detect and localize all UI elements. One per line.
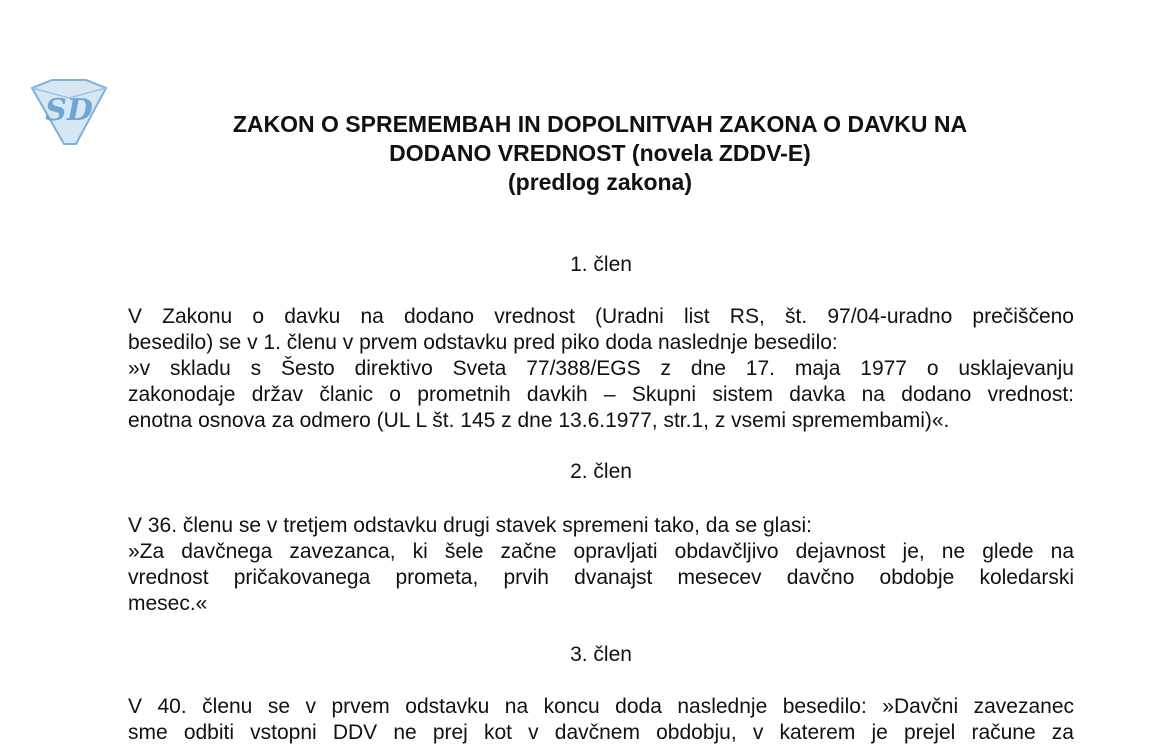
body-line: vrednost pričakovanega prometa, prvih dvanajst mesecev davčno obdobje koledarski <box>128 566 1074 589</box>
article-heading-1: 1. člen <box>570 253 632 276</box>
article-body-2 <box>128 513 1074 617</box>
article-heading-2: 2. člen <box>570 460 632 483</box>
body-line: V 40. členu se v prvem odstavku na koncu doda naslednje besedilo: »Davčni zavezanec <box>128 695 1074 718</box>
body-line: V 36. členu se v tretjem odstavku drugi stavek spremeni tako, da se glasi: <box>128 514 813 537</box>
body-line: enotna osnova za odmero (UL L št. 145 z dne 13.6.1977, str.1, z vsemi spremembami)«. <box>128 409 950 432</box>
title-line: (predlog zakona) <box>507 169 692 195</box>
body-line: sme odbiti vstopni DDV ne prej kot v davčnem obdobju, v katerem je prejel račune za <box>128 721 1074 744</box>
article-body-3 <box>128 694 1074 746</box>
sd-logo <box>26 78 112 150</box>
body-line: V Zakonu o davku na dodano vrednost (Uradni list RS, št. 97/04-uradno prečiščeno <box>128 305 1074 328</box>
title-line: ZAKON O SPREMEMBAH IN DOPOLNITVAH ZAKONA O DAVKU NA <box>232 111 968 137</box>
logo-letters: SD <box>45 93 93 128</box>
article-body-1 <box>128 304 1074 434</box>
article-heading-3: 3. člen <box>570 643 632 666</box>
body-line: »Za davčnega zavezanca, ki šele začne opravljati obdavčljivo dejavnost je, ne glede na <box>128 540 1074 563</box>
document-title <box>120 110 1080 197</box>
body-line: besedilo) se v 1. členu v prvem odstavku pred piko doda naslednje besedilo: <box>128 331 838 354</box>
body-line: zakonodaje držav članic o prometnih davkih – Skupni sistem davka na dodano vrednost: <box>128 383 1074 406</box>
title-line: DODANO VREDNOST (novela ZDDV-E) <box>389 140 811 166</box>
body-line: »v skladu s Šesto direktivo Sveta 77/388/EGS z dne 17. maja 1977 o usklajevanju <box>128 357 1074 380</box>
body-line: mesec.« <box>128 592 208 615</box>
